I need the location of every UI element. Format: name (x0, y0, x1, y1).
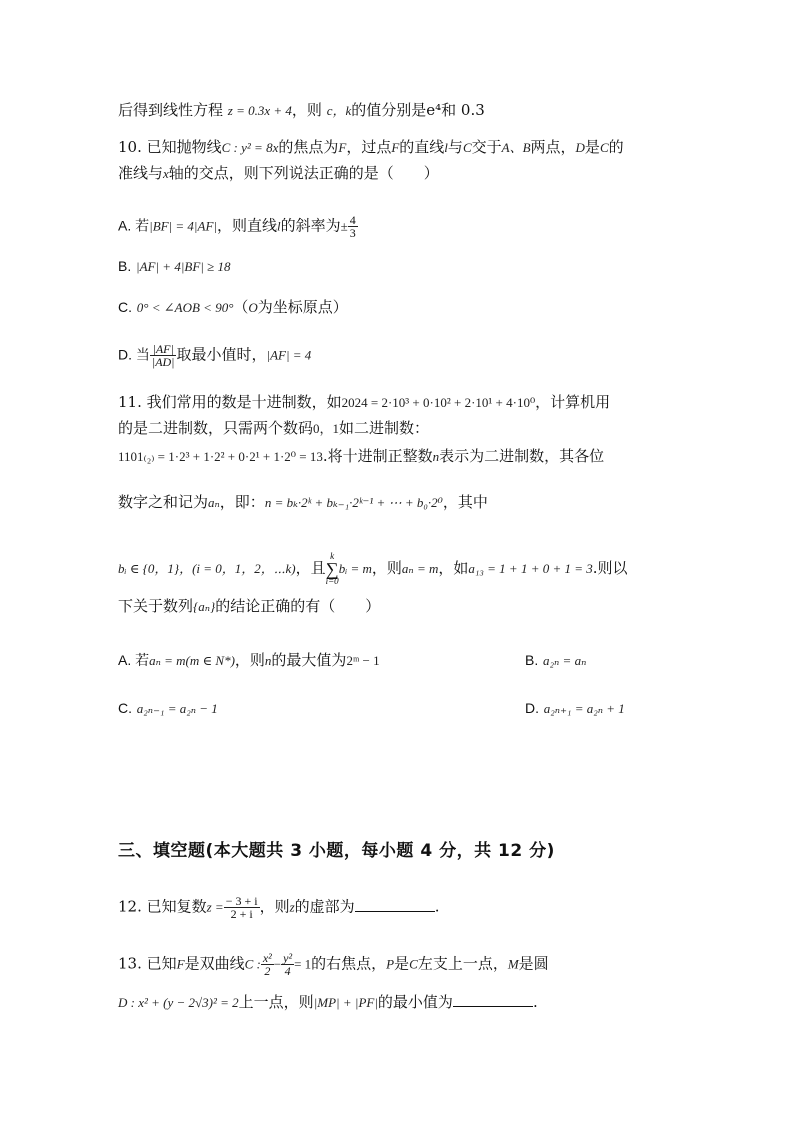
option-label: B. (525, 652, 539, 668)
var-AB: A、B (501, 140, 531, 155)
fraction-numerator: 4 (349, 213, 356, 227)
fraction-denominator: 4 (284, 964, 291, 978)
sum-lower-limit: i=0 (325, 576, 339, 586)
option-label: C. (118, 700, 132, 716)
hyperbola-term-1 (261, 952, 274, 977)
intro-text-post: 的值分别是e⁴和 0.3 (351, 101, 485, 119)
fraction-numerator: − 3 + i (225, 894, 258, 908)
q11-text: ，且 (295, 559, 326, 577)
option-label: D. 当 (118, 346, 150, 363)
option-text: 取最小值时， (176, 345, 267, 364)
q10-option-c (118, 297, 348, 318)
q13-text: 13. 已知 (118, 954, 177, 973)
var-C: C (599, 140, 609, 155)
q13-line2 (118, 992, 538, 1013)
intro-text: 后得到线性方程 (118, 101, 224, 119)
option-label: A. 若 (118, 652, 150, 668)
q13-text-b: 是双曲线 (184, 954, 245, 973)
minus-sign: − (273, 956, 282, 972)
sequence: {aₙ} (193, 599, 216, 614)
fraction-denominator: |AD| (151, 355, 175, 369)
answer-blank[interactable] (453, 992, 533, 1007)
q10-text-f: 交于 (471, 138, 502, 156)
binary-digits: 0，1 (313, 421, 340, 436)
q10-option-b (118, 256, 230, 277)
fraction-denominator: 3 (349, 226, 356, 240)
parabola-equation: C : y² = 8x (221, 140, 279, 155)
var-C: C : (244, 956, 261, 972)
q11-text-c: ，其中 (442, 493, 488, 511)
q11-option-c (118, 698, 218, 719)
var-z: z = (206, 899, 224, 915)
q10-text-c: ，过点 (346, 138, 392, 156)
fraction-numerator: |AF| (150, 343, 177, 356)
var-F: F (176, 956, 185, 972)
var-l: l (276, 218, 281, 234)
q10-text-d: 的直线 (399, 138, 445, 156)
a13-example: a₁₃ = 1 + 1 + 0 + 1 = 3 (468, 561, 593, 576)
slope-fraction (348, 214, 358, 239)
q12-line (118, 895, 439, 920)
distance-sum: |MP| + |PF| (313, 995, 378, 1010)
var-z: z (289, 899, 295, 915)
fraction-denominator: 2 (264, 964, 271, 978)
q11-line6 (118, 596, 380, 617)
q10-option-a (118, 214, 358, 239)
ratio-fraction (150, 343, 177, 368)
sum-body: bᵢ = m (338, 561, 372, 576)
section-heading: 三、填空题(本大题共 3 小题，每小题 4 分，共 12 分) (118, 841, 555, 861)
var-x: x (163, 166, 169, 181)
option-a-equation: |BF| = 4|AF| (149, 218, 217, 234)
ck-vars: c，k (326, 103, 352, 118)
option-text: （ (233, 298, 249, 316)
linear-equation: z = 0.3x + 4 (227, 103, 292, 118)
q11-text-b: 如二进制数： (339, 419, 430, 437)
var-C: C (409, 956, 418, 972)
option-text: ，则直线 (216, 216, 277, 235)
q11-text-b: ，则 (371, 559, 402, 577)
q13-line1 (118, 952, 549, 977)
summation: k ∑ i=0 (325, 551, 339, 586)
q11-text: 11. 我们常用的数是十进制数，如 (118, 393, 342, 411)
period: . (434, 897, 440, 916)
period: . (532, 993, 538, 1011)
var-F: F (338, 140, 347, 155)
plus-minus: ± (340, 218, 348, 234)
intro-text-mid: ，则 (291, 101, 322, 119)
q12-text-b: ，则 (259, 897, 290, 916)
q13-text-c: 的右焦点， (311, 954, 387, 973)
q11-text-b: ，计算机用 (535, 393, 611, 411)
option-label: C. (118, 299, 132, 315)
binary-representation: n = bₖ·2ᵏ + bₖ₋₁·2ᵏ⁻¹ + ⋯ + b₀·2⁰ (264, 495, 443, 510)
option-text: 的最大值为 (271, 651, 347, 669)
q11-text-b: 表示为二进制数，其各位 (439, 447, 605, 465)
q13-text-f: 是圆 (518, 954, 549, 973)
q11-text-d: .则以 (592, 559, 628, 577)
option-b-equation: |AF| + 4|BF| ≥ 18 (136, 259, 231, 274)
q10-line2 (118, 163, 439, 184)
var-an: aₙ (208, 495, 220, 510)
q10-text: 10. 已知抛物线 (118, 138, 222, 156)
q10-text-i: 的 (608, 138, 624, 156)
option-label: D. (525, 700, 539, 716)
option-text: 的斜率为 (280, 216, 341, 235)
fraction-numerator: y² (283, 951, 293, 965)
q11-text-b: 的结论正确的有（ ） (215, 597, 381, 615)
hyperbola-term-2 (281, 952, 294, 977)
fraction-numerator: x² (262, 951, 272, 965)
q11-text-c: ，如 (438, 559, 469, 577)
fraction-denominator: 2 + i (230, 907, 253, 921)
option-b-equation: a₂ₙ = aₙ (543, 653, 587, 668)
intro-line (118, 100, 485, 121)
q10-text-h: 是 (584, 138, 600, 156)
option-a-equation: aₙ = m(m ∈ N*) (149, 653, 235, 668)
option-d-equation: |AF| = 4 (266, 347, 312, 363)
q11-option-d (525, 698, 625, 719)
option-c-equation: 0° < ∠AOB < 90° (136, 300, 234, 315)
q11-text: 数字之和记为 (118, 493, 209, 511)
q11-line2 (118, 418, 429, 439)
q12-text: 12. 已知复数 (118, 897, 207, 916)
var-C: C (462, 140, 472, 155)
circle-equation: D : x² + (y − 2√3)² = 2 (118, 995, 239, 1010)
q11-line3 (118, 446, 604, 467)
an-equals-m: aₙ = m (401, 561, 439, 576)
answer-blank[interactable] (355, 897, 435, 912)
q13-text-d: 是 (394, 954, 410, 973)
option-text: 为坐标原点） (257, 298, 348, 316)
digit-set: bᵢ ∈ {0，1}，(i = 0，1，2，⋯k) (118, 561, 296, 576)
q11-option-b (525, 650, 586, 671)
q10-option-d (118, 343, 311, 368)
var-D: D (575, 140, 585, 155)
q10-text-g: 两点， (530, 138, 576, 156)
q11-line5 (118, 552, 628, 586)
q10-text-b: 的焦点为 (278, 138, 339, 156)
option-d-equation: a₂ₙ₊₁ = a₂ₙ + 1 (543, 701, 625, 716)
q13-text-e: 左支上一点， (417, 954, 508, 973)
q11-text: 的是二进制数，只需两个数码 (118, 419, 314, 437)
var-n: n (432, 449, 440, 464)
option-label: A. 若 (118, 217, 150, 234)
q13-text: 上一点，则 (238, 993, 314, 1011)
var-M: M (507, 956, 519, 972)
var-F: F (391, 140, 400, 155)
decimal-expansion: 2024 = 2·10³ + 0·10² + 2·10¹ + 4·10⁰ (341, 395, 536, 410)
option-c-equation: a₂ₙ₋₁ = a₂ₙ − 1 (136, 701, 218, 716)
q11-line4 (118, 492, 488, 513)
q13-text-b: 的最小值为 (377, 993, 453, 1011)
max-value: 2ᵐ − 1 (346, 653, 380, 668)
equals-one: = 1 (294, 956, 312, 972)
binary-expansion: 1101₍₂₎ = 1·2³ + 1·2² + 0·2¹ + 1·2⁰ = 13 (118, 449, 323, 464)
sum-upper-limit: k (330, 551, 335, 561)
var-n: n (264, 653, 272, 668)
q10-text-e: 与 (447, 138, 463, 156)
q11-text: .将十进制正整数 (322, 447, 433, 465)
var-P: P (386, 956, 395, 972)
q11-text-b: ，即： (219, 493, 265, 511)
q11-option-a (118, 650, 380, 671)
q10-text: 准线与 (118, 164, 164, 182)
option-text: ，则 (234, 651, 265, 669)
q12-text-c: 的虚部为 (294, 897, 355, 916)
var-l: l (444, 140, 448, 155)
option-label: B. (118, 258, 132, 274)
q10-text-b: 轴的交点，则下列说法正确的是（ ） (168, 164, 439, 182)
q10-line1 (118, 137, 624, 158)
q11-line1 (118, 392, 610, 413)
q11-text: 下关于数列 (118, 597, 194, 615)
var-O: O (248, 300, 258, 315)
complex-fraction (224, 895, 260, 920)
